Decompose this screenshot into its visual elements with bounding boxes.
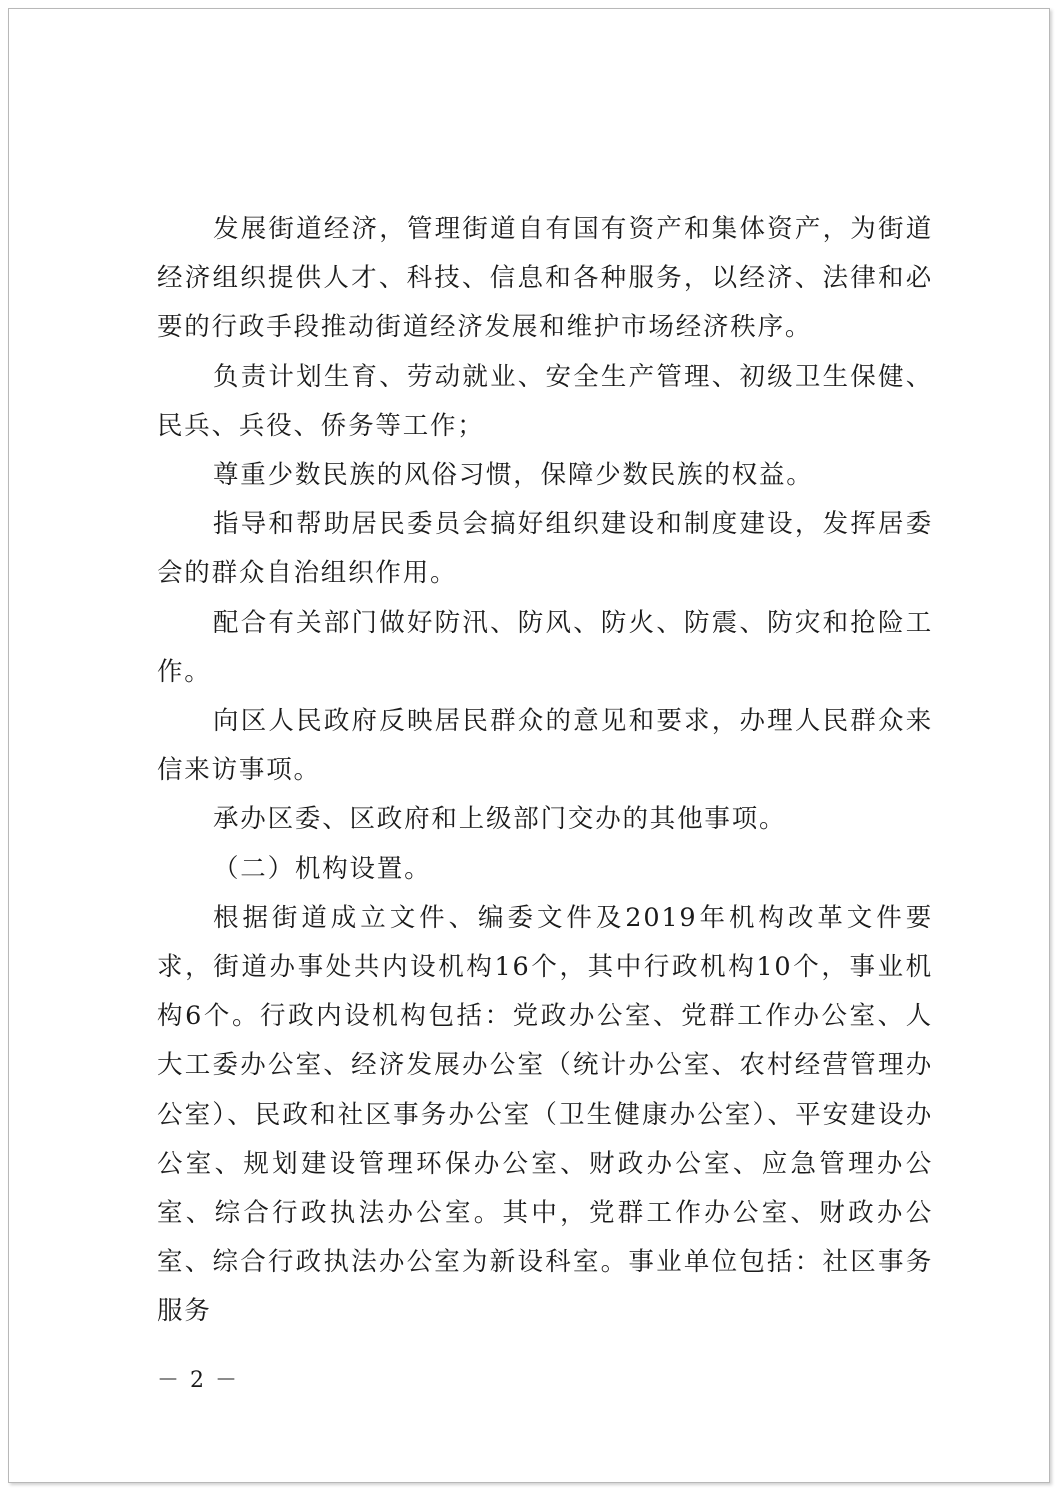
paragraph-economy: 发展街道经济，管理街道自有国有资产和集体资产，为街道经济组织提供人才、科技、信息和各种服务，以经济、法律和必要的行政手段推动街道经济发展和维护市场经济秩序。 xyxy=(157,214,933,343)
paragraph-residents-committee: 指导和帮助居民委员会搞好组织建设和制度建设，发挥居委会的群众自治组织作用。 xyxy=(157,509,933,589)
paragraph-disaster-prevention: 配合有关部门做好防汛、防风、防火、防震、防灾和抢险工作。 xyxy=(157,607,933,687)
paragraph-ethnic-minorities: 尊重少数民族的风俗习惯，保障少数民族的权益。 xyxy=(213,460,814,491)
document-page xyxy=(8,8,1050,1483)
paragraph-public-opinion: 向区人民政府反映居民群众的意见和要求，办理人民群众来信来访事项。 xyxy=(157,706,933,786)
paragraph-institution-setup: 根据街道成立文件、编委文件及2019年机构改革文件要求，街道办事处共内设机构16个，其中行政机构10个，事业机构6个。行政内设机构包括：党政办公室、党群工作办公室、人大工委办公室、经济发展办公室（统计办公室、农村经营管理办公室）、民政和社区事务办公室（卫生健康办公室）、平安建设办公室、规划建设管理环保办公室、财政办公室、应急管理办公室、综合行政执法办公室。其中，党群工作办公室、财政办公室、综合行政执法办公室为新设科室。事业单位包括：社区事务服务 xyxy=(157,902,933,1327)
document-body xyxy=(157,205,933,1337)
paragraph-family-planning: 负责计划生育、劳动就业、安全生产管理、初级卫生保健、民兵、兵役、侨务等工作； xyxy=(157,361,933,441)
paragraph-other-matters: 承办区委、区政府和上级部门交办的其他事项。 xyxy=(213,804,787,835)
page-number: － 2 － xyxy=(157,1368,239,1393)
section-heading: （二）机构设置。 xyxy=(213,853,432,884)
